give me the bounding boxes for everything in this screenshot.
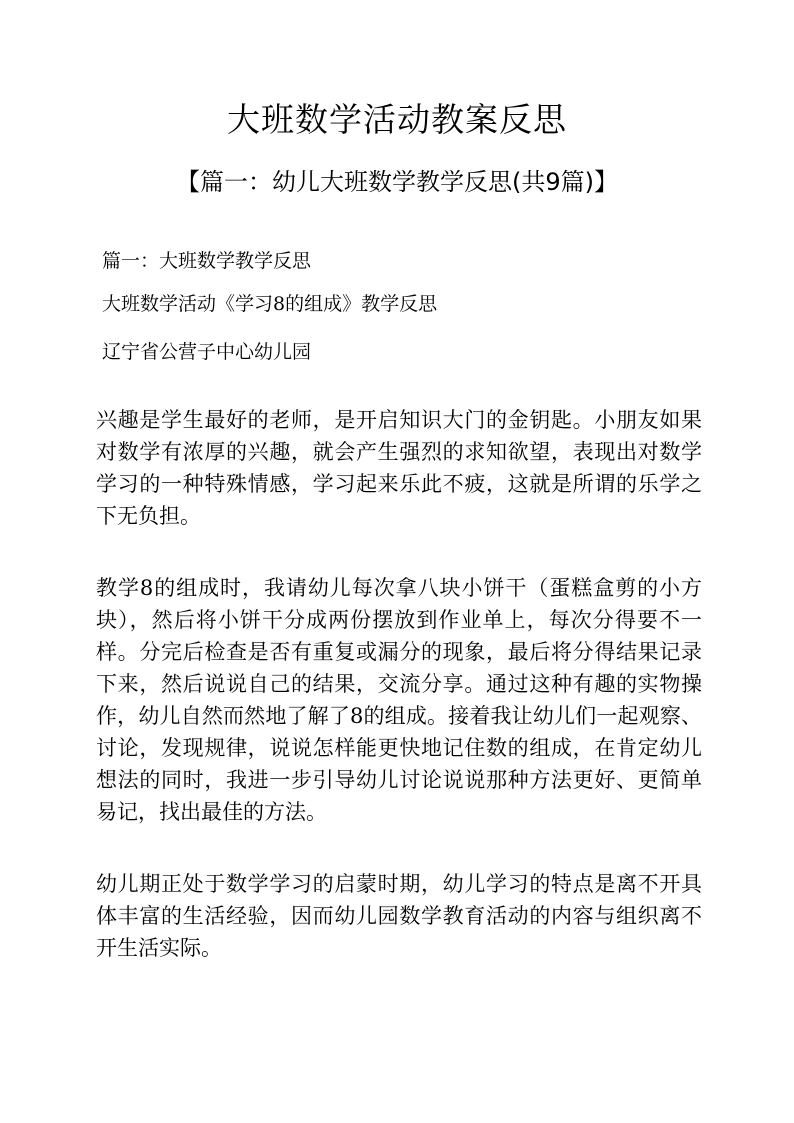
lesson-title: 大班数学活动《学习8的组成》教学反思 [102,293,438,315]
paragraph-2: 教学8的组成时，我请幼儿每次拿八块小饼干（蛋糕盒剪的小方块），然后将小饼干分成两份摆放到作业单上，每次分得要不一样。分完后检查是否有重复或漏分的现象，最后将分得结果记录下来，然后说说自己的结果，交流分享。通过这种有趣的实物操作，幼儿自然而然地了解了8的组成。接着我让幼儿们一起观察、讨论，发现规律，说说怎样能更快地记住数的组成，在肯定幼儿想法的同时，我进一步引导幼儿讨论说说那种方法更好、更简单易记，找出最佳的方法。 [96,576,702,824]
document-title: 大班数学活动教案反思 [227,100,567,139]
document-subtitle: 【篇一：幼儿大班数学教学反思(共9篇)】 [176,168,618,196]
section-heading: 篇一：大班数学教学反思 [102,250,312,272]
school-name: 辽宁省公营子中心幼儿园 [102,341,312,363]
paragraph-1: 兴趣是学生最好的老师，是开启知识大门的金钥匙。小朋友如果对数学有浓厚的兴趣，就会产生强烈的求知欲望，表现出对数学学习的一种特殊情感，学习起来乐此不疲，这就是所谓的乐学之下无负担。 [96,408,702,528]
paragraph-3: 幼儿期正处于数学学习的启蒙时期，幼儿学习的特点是离不开具体丰富的生活经验，因而幼儿园数学教育活动的内容与组织离不开生活实际。 [96,872,702,960]
